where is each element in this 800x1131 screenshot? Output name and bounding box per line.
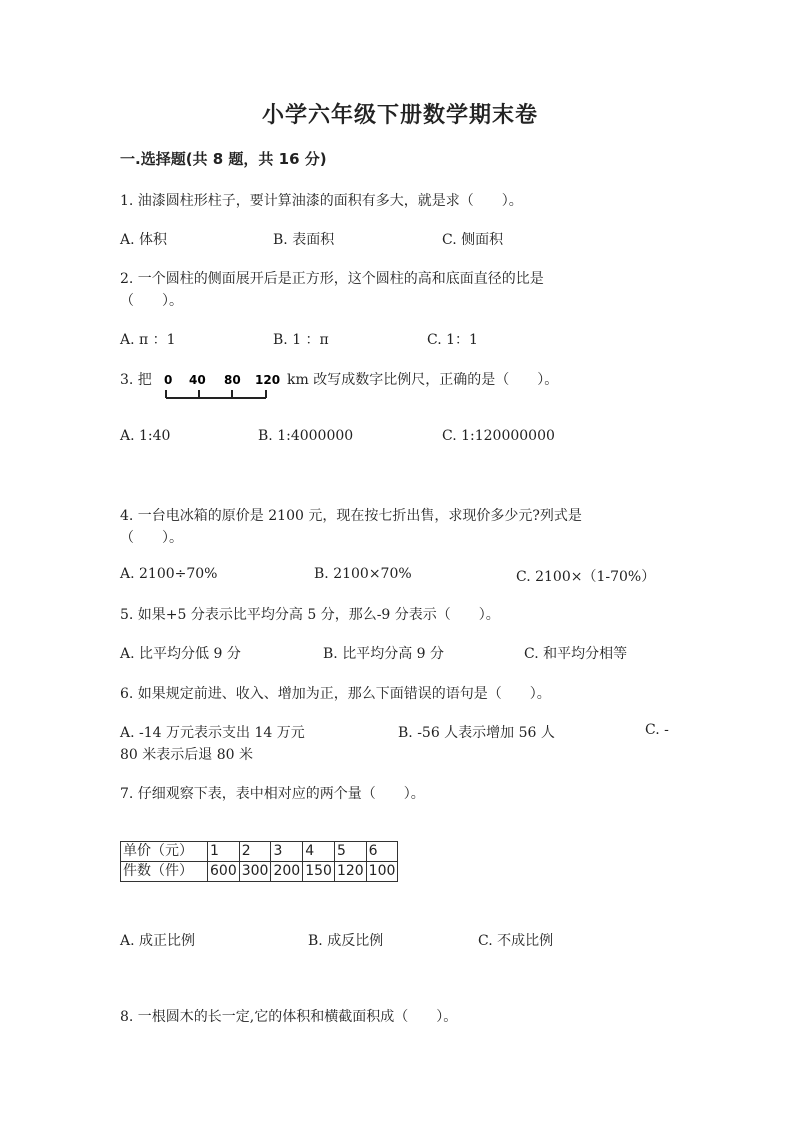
table-cell: 600 bbox=[208, 862, 240, 882]
question-1: 1. 油漆圆柱形柱子，要计算油漆的面积有多大，就是求（ ）。 bbox=[120, 193, 523, 209]
table-row bbox=[121, 862, 398, 882]
table-cell: 件数（件） bbox=[121, 862, 208, 882]
q7-option-c[interactable]: C. 不成比例 bbox=[478, 933, 554, 949]
question-6: 6. 如果规定前进、收入、增加为正，那么下面错误的语句是（ ）。 bbox=[120, 686, 551, 702]
scale-bar bbox=[156, 370, 286, 404]
question-3-suffix: km 改写成数字比例尺，正确的是（ ）。 bbox=[287, 372, 559, 388]
scale-label-80: 80 bbox=[224, 373, 241, 387]
table-cell: 6 bbox=[366, 842, 398, 862]
q6-option-a[interactable]: A. -14 万元表示支出 14 万元 bbox=[120, 725, 305, 741]
q2-option-b[interactable]: B. 1 ：π bbox=[273, 332, 329, 348]
q5-option-c[interactable]: C. 和平均分相等 bbox=[524, 646, 628, 662]
table-cell: 4 bbox=[303, 842, 335, 862]
table-cell: 2 bbox=[239, 842, 271, 862]
q5-option-a[interactable]: A. 比平均分低 9 分 bbox=[120, 646, 241, 662]
scale-label-0: 0 bbox=[164, 373, 173, 387]
q6-option-c[interactable]: C. - bbox=[645, 722, 669, 738]
question-4-line2: （ ）。 bbox=[120, 530, 183, 546]
table-cell: 120 bbox=[334, 862, 366, 882]
q6-option-b[interactable]: B. -56 人表示增加 56 人 bbox=[398, 725, 555, 741]
question-2-line2: （ ）。 bbox=[120, 293, 183, 309]
table-cell: 5 bbox=[334, 842, 366, 862]
q5-option-b[interactable]: B. 比平均分高 9 分 bbox=[323, 646, 444, 662]
q7-option-a[interactable]: A. 成正比例 bbox=[120, 933, 196, 949]
q4-option-a[interactable]: A. 2100÷70% bbox=[120, 566, 218, 582]
table-cell: 300 bbox=[239, 862, 271, 882]
table-row bbox=[121, 842, 398, 862]
question-4-line1: 4. 一台电冰箱的原价是 2100 元，现在按七折出售，求现价多少元?列式是 bbox=[120, 508, 582, 524]
price-quantity-table bbox=[120, 841, 398, 882]
scale-label-40: 40 bbox=[189, 373, 206, 387]
scale-label-120: 120 bbox=[255, 373, 281, 387]
q3-option-b[interactable]: B. 1:4000000 bbox=[258, 428, 354, 444]
question-3-prefix: 3. 把 bbox=[120, 372, 152, 388]
question-7: 7. 仔细观察下表，表中相对应的两个量（ ）。 bbox=[120, 786, 425, 802]
question-2-line1: 2. 一个圆柱的侧面展开后是正方形，这个圆柱的高和底面直径的比是 bbox=[120, 271, 544, 287]
q6-option-c-continued: 80 米表示后退 80 米 bbox=[120, 747, 253, 763]
section-heading: 一.选择题(共 8 题，共 16 分) bbox=[120, 150, 327, 168]
table-cell: 3 bbox=[271, 842, 303, 862]
q4-option-c[interactable]: C. 2100×（1-70%） bbox=[516, 569, 656, 585]
table-cell: 单价（元） bbox=[121, 842, 208, 862]
q2-option-a[interactable]: A. π ：1 bbox=[120, 332, 176, 348]
q1-option-c[interactable]: C. 侧面积 bbox=[442, 232, 504, 248]
table-cell: 100 bbox=[366, 862, 398, 882]
table-cell: 200 bbox=[271, 862, 303, 882]
question-8: 8. 一根圆木的长一定,它的体积和横截面积成（ ）。 bbox=[120, 1009, 458, 1025]
q3-option-c[interactable]: C. 1:120000000 bbox=[442, 428, 555, 444]
q3-option-a[interactable]: A. 1:40 bbox=[120, 428, 171, 444]
q2-option-c[interactable]: C. 1：1 bbox=[427, 332, 478, 348]
table-cell: 150 bbox=[303, 862, 335, 882]
q4-option-b[interactable]: B. 2100×70% bbox=[314, 566, 412, 582]
page-title: 小学六年级下册数学期末卷 bbox=[261, 103, 538, 128]
q1-option-b[interactable]: B. 表面积 bbox=[273, 232, 335, 248]
question-5: 5. 如果+5 分表示比平均分高 5 分，那么-9 分表示（ ）。 bbox=[120, 607, 500, 623]
table-cell: 1 bbox=[208, 842, 240, 862]
q7-option-b[interactable]: B. 成反比例 bbox=[308, 933, 384, 949]
q1-option-a[interactable]: A. 体积 bbox=[120, 232, 168, 248]
